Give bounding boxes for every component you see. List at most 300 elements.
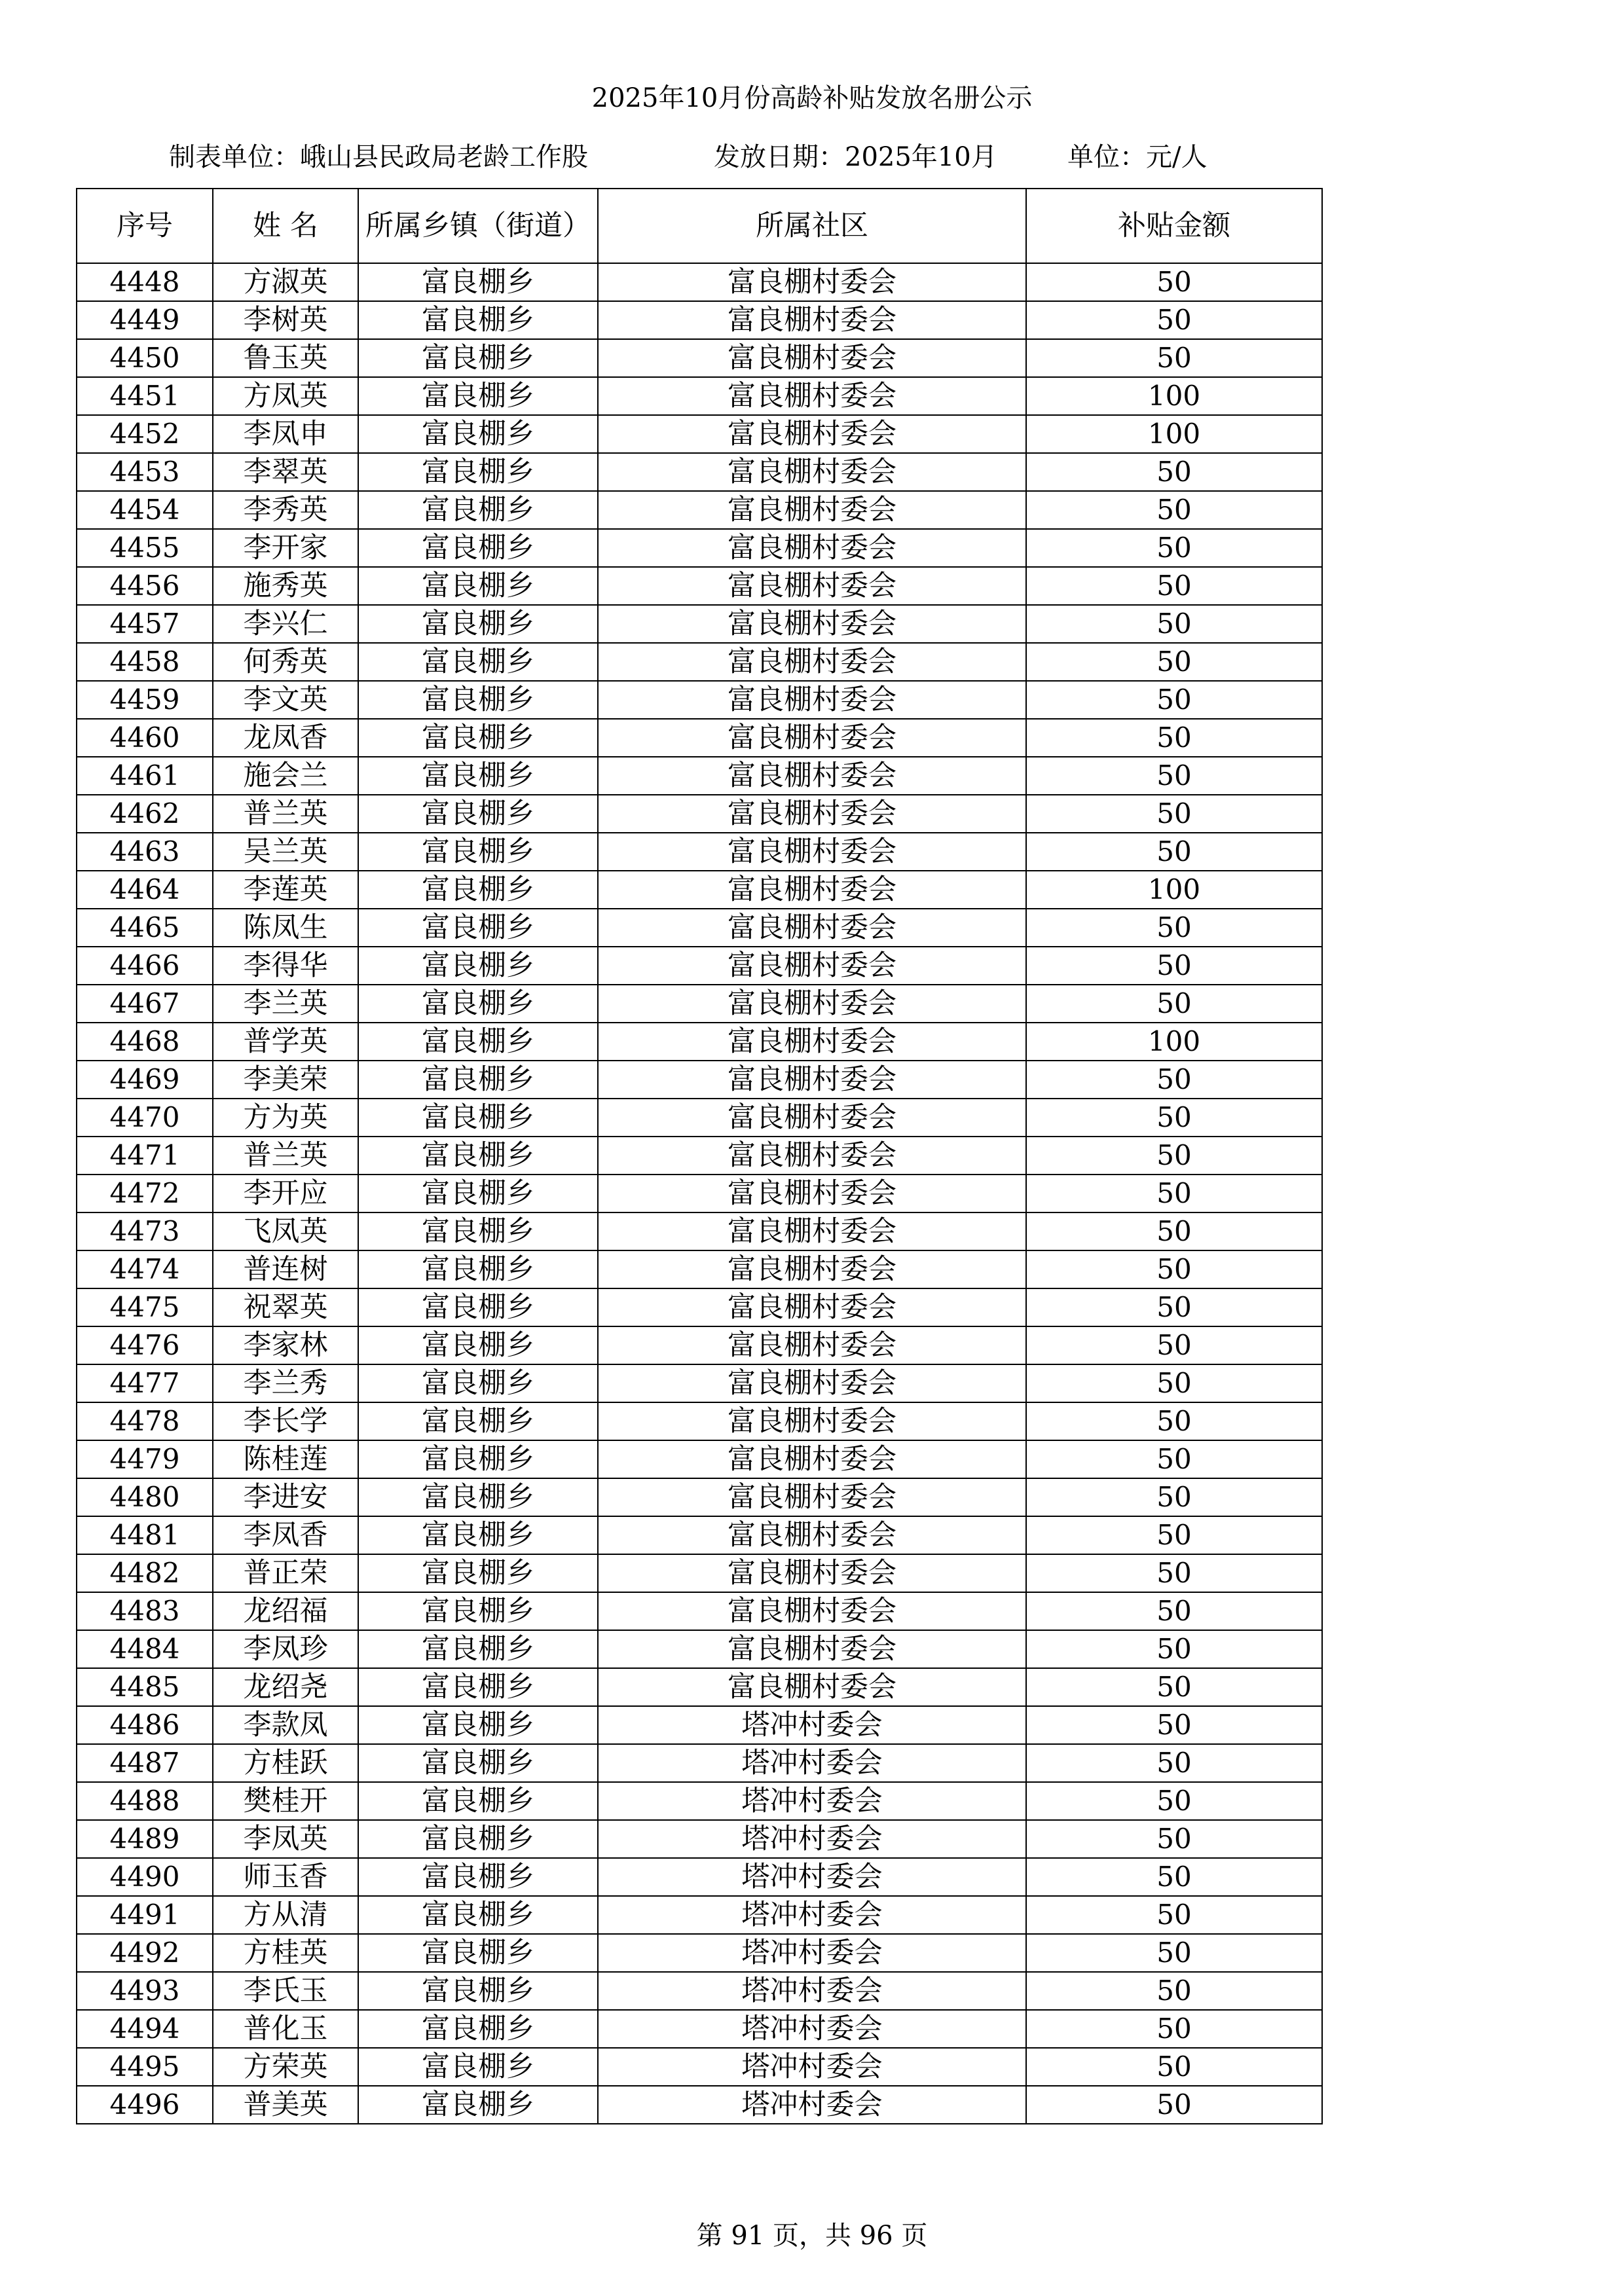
cell-community: 富良棚村委会 [598, 605, 1026, 643]
cell-township: 富良棚乡 [358, 1934, 598, 1972]
cell-community: 塔冲村委会 [598, 1706, 1026, 1744]
cell-serial: 4485 [77, 1668, 213, 1706]
cell-amount: 50 [1026, 1972, 1322, 2010]
cell-amount: 50 [1026, 2048, 1322, 2086]
cell-amount: 50 [1026, 339, 1322, 377]
cell-serial: 4465 [77, 909, 213, 947]
table-row [77, 1364, 1322, 1402]
cell-township: 富良棚乡 [358, 1896, 598, 1934]
table-row [77, 1137, 1322, 1175]
table-row [77, 1896, 1322, 1934]
cell-amount: 50 [1026, 1554, 1322, 1592]
cell-community: 富良棚村委会 [598, 529, 1026, 567]
cell-community: 富良棚村委会 [598, 491, 1026, 529]
page-number: 第 91 页，共 96 页 [696, 2221, 928, 2251]
cell-name: 李开应 [213, 1175, 358, 1212]
cell-amount: 50 [1026, 263, 1322, 301]
cell-community: 富良棚村委会 [598, 1440, 1026, 1478]
cell-township: 富良棚乡 [358, 2086, 598, 2124]
cell-amount: 50 [1026, 1668, 1322, 1706]
cell-township: 富良棚乡 [358, 1023, 598, 1061]
cell-township: 富良棚乡 [358, 453, 598, 491]
cell-serial: 4482 [77, 1554, 213, 1592]
table-row [77, 2086, 1322, 2124]
cell-community: 塔冲村委会 [598, 2048, 1026, 2086]
cell-serial: 4475 [77, 1288, 213, 1326]
cell-name: 施会兰 [213, 757, 358, 795]
cell-serial: 4453 [77, 453, 213, 491]
cell-serial: 4487 [77, 1744, 213, 1782]
cell-amount: 50 [1026, 1516, 1322, 1554]
cell-community: 塔冲村委会 [598, 1820, 1026, 1858]
cell-township: 富良棚乡 [358, 1212, 598, 1250]
cell-amount: 50 [1026, 1402, 1322, 1440]
cell-name: 李文英 [213, 681, 358, 719]
cell-serial: 4476 [77, 1326, 213, 1364]
table-row [77, 909, 1322, 947]
cell-name: 方桂跃 [213, 1744, 358, 1782]
cell-serial: 4460 [77, 719, 213, 757]
cell-community: 塔冲村委会 [598, 2010, 1026, 2048]
table-row [77, 1516, 1322, 1554]
cell-community: 塔冲村委会 [598, 2086, 1026, 2124]
cell-township: 富良棚乡 [358, 719, 598, 757]
cell-township: 富良棚乡 [358, 681, 598, 719]
cell-serial: 4496 [77, 2086, 213, 2124]
cell-township: 富良棚乡 [358, 1668, 598, 1706]
cell-name: 龙凤香 [213, 719, 358, 757]
table-row [77, 301, 1322, 339]
cell-amount: 50 [1026, 2086, 1322, 2124]
cell-serial: 4461 [77, 757, 213, 795]
cell-amount: 100 [1026, 377, 1322, 415]
table-row [77, 1592, 1322, 1630]
cell-community: 富良棚村委会 [598, 1212, 1026, 1250]
cell-serial: 4491 [77, 1896, 213, 1934]
cell-community: 富良棚村委会 [598, 1023, 1026, 1061]
cell-name: 方为英 [213, 1099, 358, 1137]
cell-amount: 50 [1026, 1099, 1322, 1137]
cell-community: 富良棚村委会 [598, 947, 1026, 985]
cell-amount: 50 [1026, 1630, 1322, 1668]
cell-serial: 4458 [77, 643, 213, 681]
cell-community: 富良棚村委会 [598, 1478, 1026, 1516]
cell-amount: 50 [1026, 1934, 1322, 1972]
cell-name: 李兰秀 [213, 1364, 358, 1402]
cell-serial: 4494 [77, 2010, 213, 2048]
table-row [77, 1858, 1322, 1896]
cell-name: 李款凤 [213, 1706, 358, 1744]
cell-name: 方从清 [213, 1896, 358, 1934]
cell-name: 李翠英 [213, 453, 358, 491]
table-row [77, 2010, 1322, 2048]
cell-name: 李进安 [213, 1478, 358, 1516]
cell-amount: 50 [1026, 1478, 1322, 1516]
cell-name: 李凤香 [213, 1516, 358, 1554]
cell-amount: 50 [1026, 567, 1322, 605]
cell-name: 祝翠英 [213, 1288, 358, 1326]
cell-township: 富良棚乡 [358, 1972, 598, 2010]
cell-community: 富良棚村委会 [598, 377, 1026, 415]
cell-township: 富良棚乡 [358, 1099, 598, 1137]
header-serial: 序号 [77, 189, 213, 263]
table-row [77, 1250, 1322, 1288]
cell-amount: 100 [1026, 1023, 1322, 1061]
table-row [77, 1782, 1322, 1820]
roster-body [77, 263, 1322, 2124]
cell-serial: 4473 [77, 1212, 213, 1250]
cell-community: 富良棚村委会 [598, 1668, 1026, 1706]
cell-township: 富良棚乡 [358, 1516, 598, 1554]
table-row [77, 1061, 1322, 1099]
cell-name: 方凤英 [213, 377, 358, 415]
cell-serial: 4455 [77, 529, 213, 567]
issuing-unit: 制表单位：峨山县民政局老龄工作股 [169, 142, 588, 172]
cell-serial: 4451 [77, 377, 213, 415]
cell-township: 富良棚乡 [358, 529, 598, 567]
cell-township: 富良棚乡 [358, 377, 598, 415]
cell-township: 富良棚乡 [358, 1402, 598, 1440]
cell-serial: 4471 [77, 1137, 213, 1175]
cell-serial: 4462 [77, 795, 213, 833]
cell-amount: 50 [1026, 1175, 1322, 1212]
cell-community: 富良棚村委会 [598, 1288, 1026, 1326]
cell-amount: 50 [1026, 1061, 1322, 1099]
table-row [77, 1212, 1322, 1250]
issue-date: 发放日期：2025年10月 [714, 142, 997, 172]
cell-community: 富良棚村委会 [598, 567, 1026, 605]
cell-name: 普正荣 [213, 1554, 358, 1592]
cell-name: 李树英 [213, 301, 358, 339]
cell-township: 富良棚乡 [358, 1782, 598, 1820]
cell-community: 富良棚村委会 [598, 1175, 1026, 1212]
cell-name: 李莲英 [213, 871, 358, 909]
cell-community: 富良棚村委会 [598, 453, 1026, 491]
cell-name: 方荣英 [213, 2048, 358, 2086]
cell-community: 富良棚村委会 [598, 833, 1026, 871]
cell-township: 富良棚乡 [358, 301, 598, 339]
table-row [77, 339, 1322, 377]
cell-serial: 4450 [77, 339, 213, 377]
cell-serial: 4466 [77, 947, 213, 985]
cell-community: 富良棚村委会 [598, 681, 1026, 719]
cell-community: 富良棚村委会 [598, 757, 1026, 795]
cell-amount: 50 [1026, 605, 1322, 643]
cell-serial: 4479 [77, 1440, 213, 1478]
cell-amount: 50 [1026, 1782, 1322, 1820]
cell-township: 富良棚乡 [358, 2048, 598, 2086]
cell-serial: 4493 [77, 1972, 213, 2010]
cell-amount: 50 [1026, 301, 1322, 339]
currency-unit: 单位：元/人 [1067, 142, 1208, 172]
cell-serial: 4490 [77, 1858, 213, 1896]
cell-township: 富良棚乡 [358, 909, 598, 947]
cell-community: 富良棚村委会 [598, 1630, 1026, 1668]
table-row [77, 757, 1322, 795]
table-row [77, 1326, 1322, 1364]
cell-amount: 50 [1026, 985, 1322, 1023]
cell-name: 飞凤英 [213, 1212, 358, 1250]
cell-serial: 4495 [77, 2048, 213, 2086]
table-row [77, 491, 1322, 529]
cell-township: 富良棚乡 [358, 1288, 598, 1326]
table-row [77, 415, 1322, 453]
table-row [77, 1706, 1322, 1744]
cell-name: 普学英 [213, 1023, 358, 1061]
cell-name: 何秀英 [213, 643, 358, 681]
cell-township: 富良棚乡 [358, 1592, 598, 1630]
table-row [77, 1023, 1322, 1061]
table-row [77, 871, 1322, 909]
table-row [77, 947, 1322, 985]
table-row [77, 1820, 1322, 1858]
cell-amount: 50 [1026, 491, 1322, 529]
cell-name: 李凤珍 [213, 1630, 358, 1668]
cell-township: 富良棚乡 [358, 757, 598, 795]
cell-serial: 4463 [77, 833, 213, 871]
cell-township: 富良棚乡 [358, 605, 598, 643]
cell-community: 塔冲村委会 [598, 1934, 1026, 1972]
table-row [77, 453, 1322, 491]
cell-serial: 4480 [77, 1478, 213, 1516]
cell-serial: 4449 [77, 301, 213, 339]
cell-name: 普兰英 [213, 1137, 358, 1175]
table-row [77, 377, 1322, 415]
table-row [77, 605, 1322, 643]
cell-name: 李氏玉 [213, 1972, 358, 2010]
cell-township: 富良棚乡 [358, 1250, 598, 1288]
cell-name: 普化玉 [213, 2010, 358, 2048]
cell-township: 富良棚乡 [358, 1061, 598, 1099]
cell-name: 师玉香 [213, 1858, 358, 1896]
cell-amount: 100 [1026, 871, 1322, 909]
cell-community: 富良棚村委会 [598, 1554, 1026, 1592]
table-row [77, 1554, 1322, 1592]
table-row [77, 1630, 1322, 1668]
cell-serial: 4484 [77, 1630, 213, 1668]
cell-township: 富良棚乡 [358, 415, 598, 453]
cell-amount: 50 [1026, 909, 1322, 947]
cell-name: 普连树 [213, 1250, 358, 1288]
cell-amount: 50 [1026, 1744, 1322, 1782]
cell-community: 富良棚村委会 [598, 1099, 1026, 1137]
cell-community: 富良棚村委会 [598, 1592, 1026, 1630]
cell-name: 施秀英 [213, 567, 358, 605]
cell-serial: 4489 [77, 1820, 213, 1858]
header-amount: 补贴金额 [1026, 189, 1322, 263]
cell-name: 李开家 [213, 529, 358, 567]
cell-name: 方桂英 [213, 1934, 358, 1972]
cell-name: 李美荣 [213, 1061, 358, 1099]
table-row [77, 643, 1322, 681]
cell-serial: 4467 [77, 985, 213, 1023]
cell-amount: 50 [1026, 947, 1322, 985]
cell-community: 富良棚村委会 [598, 643, 1026, 681]
cell-name: 普美英 [213, 2086, 358, 2124]
table-row [77, 1099, 1322, 1137]
cell-community: 富良棚村委会 [598, 301, 1026, 339]
cell-amount: 50 [1026, 1250, 1322, 1288]
cell-community: 富良棚村委会 [598, 795, 1026, 833]
cell-township: 富良棚乡 [358, 339, 598, 377]
table-row [77, 1440, 1322, 1478]
cell-serial: 4454 [77, 491, 213, 529]
cell-name: 龙绍福 [213, 1592, 358, 1630]
cell-name: 龙绍尧 [213, 1668, 358, 1706]
page-title: 2025年10月份高龄补贴发放名册公示 [591, 83, 1033, 113]
table-row [77, 795, 1322, 833]
cell-serial: 4488 [77, 1782, 213, 1820]
cell-community: 富良棚村委会 [598, 871, 1026, 909]
cell-township: 富良棚乡 [358, 1744, 598, 1782]
cell-serial: 4477 [77, 1364, 213, 1402]
cell-amount: 50 [1026, 681, 1322, 719]
cell-community: 富良棚村委会 [598, 1250, 1026, 1288]
cell-township: 富良棚乡 [358, 1858, 598, 1896]
cell-name: 吴兰英 [213, 833, 358, 871]
cell-serial: 4478 [77, 1402, 213, 1440]
cell-community: 富良棚村委会 [598, 1137, 1026, 1175]
cell-amount: 50 [1026, 1440, 1322, 1478]
cell-amount: 50 [1026, 757, 1322, 795]
cell-name: 李凤英 [213, 1820, 358, 1858]
table-row [77, 1972, 1322, 2010]
cell-amount: 50 [1026, 643, 1322, 681]
cell-amount: 50 [1026, 1326, 1322, 1364]
subsidy-roster-table [76, 188, 1323, 2124]
cell-amount: 50 [1026, 1288, 1322, 1326]
cell-name: 陈凤生 [213, 909, 358, 947]
cell-name: 李兰英 [213, 985, 358, 1023]
cell-amount: 50 [1026, 1896, 1322, 1934]
cell-community: 塔冲村委会 [598, 1782, 1026, 1820]
table-row [77, 567, 1322, 605]
cell-community: 富良棚村委会 [598, 909, 1026, 947]
cell-township: 富良棚乡 [358, 1478, 598, 1516]
cell-name: 李长学 [213, 1402, 358, 1440]
cell-township: 富良棚乡 [358, 567, 598, 605]
cell-name: 李家林 [213, 1326, 358, 1364]
table-row [77, 1668, 1322, 1706]
cell-community: 富良棚村委会 [598, 1402, 1026, 1440]
cell-amount: 50 [1026, 1592, 1322, 1630]
cell-community: 富良棚村委会 [598, 719, 1026, 757]
cell-amount: 50 [1026, 529, 1322, 567]
cell-township: 富良棚乡 [358, 491, 598, 529]
cell-township: 富良棚乡 [358, 643, 598, 681]
cell-serial: 4457 [77, 605, 213, 643]
cell-name: 李秀英 [213, 491, 358, 529]
cell-community: 塔冲村委会 [598, 1972, 1026, 2010]
cell-community: 富良棚村委会 [598, 1061, 1026, 1099]
cell-township: 富良棚乡 [358, 2010, 598, 2048]
table-row [77, 529, 1322, 567]
cell-township: 富良棚乡 [358, 871, 598, 909]
cell-township: 富良棚乡 [358, 985, 598, 1023]
table-row [77, 833, 1322, 871]
cell-township: 富良棚乡 [358, 1326, 598, 1364]
cell-community: 塔冲村委会 [598, 1896, 1026, 1934]
cell-serial: 4470 [77, 1099, 213, 1137]
cell-community: 富良棚村委会 [598, 1326, 1026, 1364]
cell-serial: 4452 [77, 415, 213, 453]
table-row [77, 2048, 1322, 2086]
cell-name: 方淑英 [213, 263, 358, 301]
cell-community: 富良棚村委会 [598, 263, 1026, 301]
cell-name: 鲁玉英 [213, 339, 358, 377]
cell-amount: 50 [1026, 795, 1322, 833]
cell-township: 富良棚乡 [358, 833, 598, 871]
cell-amount: 50 [1026, 719, 1322, 757]
cell-name: 普兰英 [213, 795, 358, 833]
table-row [77, 1744, 1322, 1782]
header-community: 所属社区 [598, 189, 1026, 263]
cell-township: 富良棚乡 [358, 1820, 598, 1858]
cell-township: 富良棚乡 [358, 1364, 598, 1402]
cell-township: 富良棚乡 [358, 1554, 598, 1592]
cell-amount: 100 [1026, 415, 1322, 453]
cell-name: 李兴仁 [213, 605, 358, 643]
cell-amount: 50 [1026, 1706, 1322, 1744]
cell-amount: 50 [1026, 1212, 1322, 1250]
cell-amount: 50 [1026, 453, 1322, 491]
cell-serial: 4472 [77, 1175, 213, 1212]
cell-serial: 4481 [77, 1516, 213, 1554]
cell-community: 富良棚村委会 [598, 1516, 1026, 1554]
cell-community: 富良棚村委会 [598, 339, 1026, 377]
cell-serial: 4448 [77, 263, 213, 301]
cell-township: 富良棚乡 [358, 1706, 598, 1744]
cell-name: 李凤申 [213, 415, 358, 453]
cell-amount: 50 [1026, 1858, 1322, 1896]
table-row [77, 1934, 1322, 1972]
cell-community: 富良棚村委会 [598, 1364, 1026, 1402]
cell-township: 富良棚乡 [358, 1175, 598, 1212]
cell-name: 樊桂开 [213, 1782, 358, 1820]
cell-township: 富良棚乡 [358, 947, 598, 985]
cell-amount: 50 [1026, 1364, 1322, 1402]
cell-serial: 4469 [77, 1061, 213, 1099]
table-row [77, 1478, 1322, 1516]
cell-serial: 4459 [77, 681, 213, 719]
cell-serial: 4464 [77, 871, 213, 909]
cell-township: 富良棚乡 [358, 1630, 598, 1668]
cell-serial: 4474 [77, 1250, 213, 1288]
table-row [77, 263, 1322, 301]
cell-name: 陈桂莲 [213, 1440, 358, 1478]
cell-township: 富良棚乡 [358, 1440, 598, 1478]
cell-name: 李得华 [213, 947, 358, 985]
header-name: 姓 名 [213, 189, 358, 263]
cell-serial: 4492 [77, 1934, 213, 1972]
cell-serial: 4456 [77, 567, 213, 605]
table-row [77, 681, 1322, 719]
cell-serial: 4483 [77, 1592, 213, 1630]
cell-community: 塔冲村委会 [598, 1858, 1026, 1896]
table-row [77, 719, 1322, 757]
cell-serial: 4468 [77, 1023, 213, 1061]
table-row [77, 1175, 1322, 1212]
table-row [77, 985, 1322, 1023]
table-row [77, 1288, 1322, 1326]
cell-amount: 50 [1026, 1820, 1322, 1858]
cell-community: 富良棚村委会 [598, 415, 1026, 453]
cell-township: 富良棚乡 [358, 795, 598, 833]
cell-amount: 50 [1026, 2010, 1322, 2048]
cell-township: 富良棚乡 [358, 1137, 598, 1175]
header-township: 所属乡镇（街道） [358, 189, 598, 263]
cell-community: 塔冲村委会 [598, 1744, 1026, 1782]
